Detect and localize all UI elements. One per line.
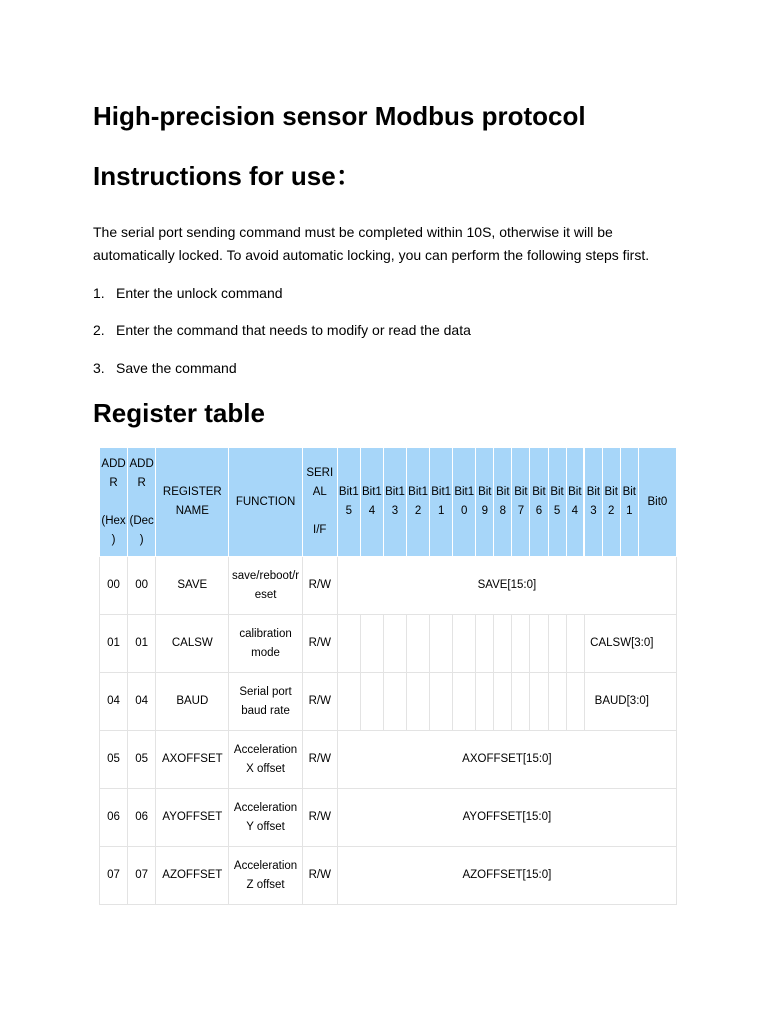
cell-addr-dec: 05 xyxy=(128,731,156,789)
header-bit xyxy=(602,448,620,557)
cell-line: 1 xyxy=(437,505,445,517)
cell-bit-empty xyxy=(476,615,494,673)
cell-line: 1 xyxy=(626,505,633,517)
cell-line: Bit1 xyxy=(454,486,475,498)
step-text: Enter the unlock command xyxy=(116,285,283,301)
cell-line: ) xyxy=(139,533,144,546)
cell-line: Bit xyxy=(568,486,582,498)
cell-line: 0 xyxy=(461,505,468,517)
cell-line: 4 xyxy=(571,505,579,517)
register-table-heading: Register table xyxy=(93,398,265,428)
header-bit xyxy=(584,448,602,557)
cell-addr-dec: 04 xyxy=(128,673,156,731)
cell-line: R xyxy=(137,476,146,489)
cell-line: Serial port xyxy=(239,685,292,698)
cell-addr-hex: 00 xyxy=(100,557,128,615)
step-number: 3. xyxy=(93,360,105,376)
cell-bit-empty xyxy=(494,673,512,731)
cell-bit-empty xyxy=(530,673,548,731)
cell-line: Acceleration xyxy=(233,743,298,756)
header-bit xyxy=(548,448,566,557)
cell-bit-empty xyxy=(430,673,453,731)
header-addr-hex xyxy=(100,448,128,557)
header-bit xyxy=(530,448,548,557)
cell-serial-if: R/W xyxy=(302,789,337,847)
cell-register-name: AXOFFSET xyxy=(156,731,229,789)
step-number: 1. xyxy=(93,285,105,301)
cell-bit-empty xyxy=(566,673,584,731)
cell-bit-empty xyxy=(383,615,406,673)
cell-function xyxy=(229,615,302,673)
cell-bit-field: BAUD[3:0] xyxy=(584,673,676,731)
cell-bit-empty xyxy=(548,673,566,731)
cell-register-name: SAVE xyxy=(156,557,229,615)
cell-bit-empty xyxy=(512,615,530,673)
cell-line: Bit xyxy=(496,486,510,498)
cell-bit-empty xyxy=(494,615,512,673)
table-row xyxy=(100,673,677,731)
cell-line: eset xyxy=(254,588,277,601)
cell-line xyxy=(129,493,154,512)
cell-function xyxy=(229,557,302,615)
cell-line: ADD xyxy=(129,457,154,470)
header-addr-dec xyxy=(128,448,156,557)
cell-function xyxy=(229,789,302,847)
header-bit xyxy=(512,448,530,557)
cell-bit-empty xyxy=(453,673,476,731)
cell-addr-hex: 05 xyxy=(100,731,128,789)
cell-bit-empty xyxy=(383,673,406,731)
table-row xyxy=(100,731,677,789)
cell-bit-empty xyxy=(360,615,383,673)
cell-line: NAME xyxy=(175,505,209,517)
cell-bit-field: AYOFFSET[15:0] xyxy=(337,789,676,847)
cell-line: Bit1 xyxy=(338,486,359,498)
cell-serial-if: R/W xyxy=(302,847,337,905)
step-text: Enter the command that needs to modify or read the data xyxy=(116,322,471,338)
cell-line: Bit xyxy=(478,486,492,498)
cell-bit-field: AZOFFSET[15:0] xyxy=(337,847,676,905)
cell-line: ADD xyxy=(101,457,126,470)
cell-addr-hex: 07 xyxy=(100,847,128,905)
cell-bit-empty xyxy=(430,615,453,673)
cell-line: Acceleration xyxy=(233,801,298,814)
header-bit xyxy=(453,448,476,557)
cell-line: baud rate xyxy=(241,704,290,717)
cell-line: 4 xyxy=(368,505,376,517)
cell-line: Z offset xyxy=(246,878,285,891)
cell-line: Acceleration xyxy=(233,859,298,872)
cell-bit-empty xyxy=(476,673,494,731)
header-bit xyxy=(383,448,406,557)
cell-bit-empty xyxy=(566,615,584,673)
cell-bit-empty xyxy=(337,673,360,731)
cell-line: Bit xyxy=(532,486,546,498)
cell-register-name: AYOFFSET xyxy=(156,789,229,847)
cell-line: Bit xyxy=(550,486,564,498)
cell-line: Bit1 xyxy=(431,486,452,498)
header-bit xyxy=(337,448,360,557)
cell-line: SERI xyxy=(306,467,334,479)
cell-line: (Dec xyxy=(129,514,154,527)
cell-bit-empty xyxy=(530,615,548,673)
cell-line: Bit1 xyxy=(362,486,382,498)
cell-line: REGISTER xyxy=(162,486,222,498)
table-body xyxy=(100,557,677,905)
intro-paragraph: The serial port sending command must be completed within 10S, otherwise it will be automatically locked. To avoid automatic locking, you can perform the following steps first. xyxy=(93,224,650,263)
cell-line: Y offset xyxy=(246,820,285,833)
step-item xyxy=(93,359,237,377)
cell-line: Bit xyxy=(586,486,601,498)
register-table xyxy=(99,447,677,905)
cell-register-name: CALSW xyxy=(156,615,229,673)
cell-line: (Hex xyxy=(101,514,126,527)
header-register-name xyxy=(156,448,229,557)
header-serial-if xyxy=(302,448,337,557)
cell-line: Bit0 xyxy=(647,495,668,508)
cell-bit-empty xyxy=(337,615,360,673)
cell-line: calibration xyxy=(239,627,292,640)
cell-bit-field: CALSW[3:0] xyxy=(584,615,676,673)
header-bit xyxy=(620,448,638,557)
step-item xyxy=(93,284,283,302)
cell-line: 5 xyxy=(345,505,353,517)
header-bit xyxy=(430,448,453,557)
cell-function xyxy=(229,847,302,905)
cell-line: 2 xyxy=(414,505,422,517)
header-bit xyxy=(494,448,512,557)
cell-line: R xyxy=(109,476,118,489)
cell-serial-if: R/W xyxy=(302,557,337,615)
cell-addr-dec: 00 xyxy=(128,557,156,615)
cell-serial-if: R/W xyxy=(302,731,337,789)
cell-line: Bit1 xyxy=(408,486,428,498)
cell-bit-empty xyxy=(512,673,530,731)
cell-line: ) xyxy=(111,533,116,546)
cell-function xyxy=(229,731,302,789)
instructions-heading: Instructions for use： xyxy=(93,161,362,191)
table-header-row xyxy=(100,448,677,557)
cell-line: 3 xyxy=(590,505,597,517)
header-bit xyxy=(566,448,584,557)
document-title: High-precision sensor Modbus protocol xyxy=(93,101,586,131)
cell-line: 7 xyxy=(517,505,525,517)
cell-line: Bit1 xyxy=(385,486,405,498)
cell-bit-empty xyxy=(548,615,566,673)
cell-bit-empty xyxy=(407,615,430,673)
table-row xyxy=(100,847,677,905)
table-row xyxy=(100,615,677,673)
cell-bit-empty xyxy=(407,673,430,731)
cell-line xyxy=(304,502,336,521)
cell-line: 8 xyxy=(499,505,507,517)
cell-addr-hex: 01 xyxy=(100,615,128,673)
cell-addr-dec: 06 xyxy=(128,789,156,847)
cell-addr-hex: 04 xyxy=(100,673,128,731)
header-bit xyxy=(407,448,430,557)
cell-register-name: AZOFFSET xyxy=(156,847,229,905)
step-item xyxy=(93,321,471,339)
cell-line: Bit xyxy=(622,486,636,498)
cell-line: mode xyxy=(251,646,280,659)
cell-addr-hex: 06 xyxy=(100,789,128,847)
cell-function xyxy=(229,673,302,731)
cell-bit-field: AXOFFSET[15:0] xyxy=(337,731,676,789)
cell-line: I/F xyxy=(313,524,327,536)
cell-bit-empty xyxy=(360,673,383,731)
cell-line: 3 xyxy=(391,505,399,517)
cell-serial-if: R/W xyxy=(302,615,337,673)
cell-bit-field: SAVE[15:0] xyxy=(337,557,676,615)
cell-serial-if: R/W xyxy=(302,673,337,731)
cell-bit-empty xyxy=(453,615,476,673)
table-row xyxy=(100,557,677,615)
cell-line: 9 xyxy=(481,505,488,517)
header-function xyxy=(229,448,302,557)
header-bit xyxy=(476,448,494,557)
cell-line: FUNCTION xyxy=(235,495,296,508)
cell-line: AL xyxy=(312,486,327,498)
step-number: 2. xyxy=(93,322,105,338)
cell-addr-dec: 01 xyxy=(128,615,156,673)
cell-line: 5 xyxy=(553,505,561,517)
cell-line: 6 xyxy=(535,505,543,517)
table-row xyxy=(100,789,677,847)
step-text: Save the command xyxy=(116,360,237,376)
cell-line: Bit xyxy=(514,486,528,498)
cell-line: save/reboot/r xyxy=(232,569,300,582)
cell-register-name: BAUD xyxy=(156,673,229,731)
cell-line xyxy=(101,493,126,512)
cell-line: X offset xyxy=(246,762,285,775)
header-bit xyxy=(638,448,676,557)
cell-line: Bit xyxy=(604,486,618,498)
header-bit xyxy=(360,448,383,557)
cell-line: 2 xyxy=(608,505,615,517)
cell-addr-dec: 07 xyxy=(128,847,156,905)
